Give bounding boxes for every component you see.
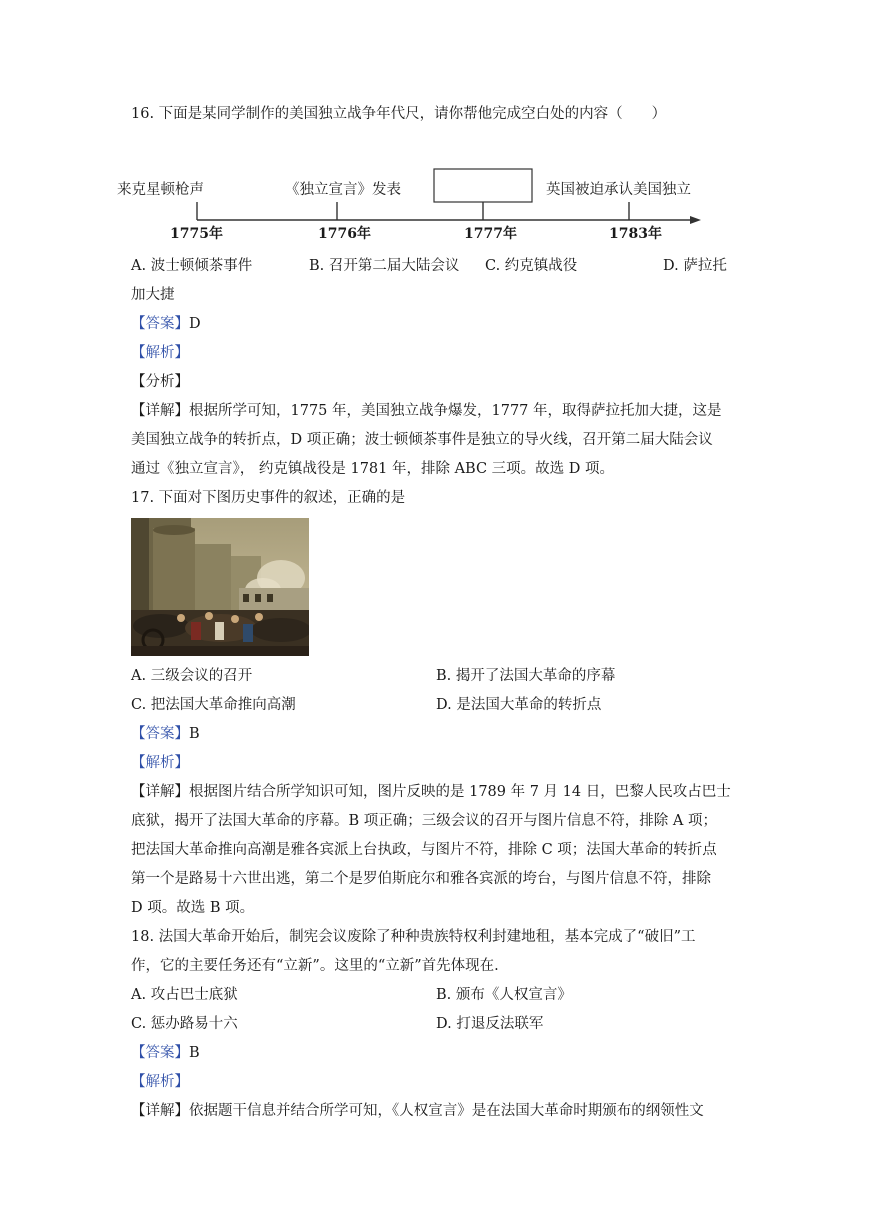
q18-options-row-2 [131, 1010, 741, 1039]
option-d: D. 是法国大革命的转折点 [436, 697, 602, 713]
answer-value: D [189, 316, 201, 332]
storming-of-bastille-painting [131, 518, 309, 656]
option-c: C. 把法国大革命推向高潮 [131, 697, 296, 713]
answer-value: B [189, 726, 200, 742]
analysis-tag: 【解析】 [131, 755, 189, 771]
q16-detail-line-3: 通过《独立宣言》， 约克镇战役是 1781 年，排除 ABC 三项。故选 D 项。 [131, 461, 615, 477]
timeline-year: 1783年 [609, 226, 662, 242]
timeline-arrow [690, 216, 701, 224]
answer-value: B [189, 1045, 200, 1061]
q16-detail-line-1 [131, 397, 741, 426]
option-a: A. 三级会议的召开 [131, 668, 253, 684]
q18-stem-line-1: 18. 法国大革命开始后，制宪会议废除了种种贵族特权利封建地租，基本完成了“破旧”工 [131, 929, 696, 945]
option-c: C. 约克镇战役 [485, 258, 578, 274]
timeline-event-1783: 英国被迫承认美国独立 [546, 182, 691, 198]
q17-detail-line-4: 第一个是路易十六世出逃，第二个是罗伯斯庇尔和雅各宾派的垮台，与图片信息不符，排除 [131, 871, 711, 887]
option-a: A. 波士顿倾茶事件 [131, 258, 253, 274]
detail-tag: 【详解】 [131, 784, 189, 800]
detail-tag: 【详解】 [131, 403, 189, 419]
blank-answer-box [434, 169, 532, 202]
q16-detail-line-2: 美国独立战争的转折点，D 项正确；波士顿倾茶事件是独立的导火线，召开第二届大陆会议 [131, 432, 713, 448]
timeline-event-1776: 《独立宣言》发表 [285, 182, 401, 198]
answer-tag: 【答案】 [131, 726, 189, 742]
q18-stem-line-2: 作，它的主要任务还有“立新”。这里的“立新”首先体现在. [131, 958, 499, 974]
timeline-year: 1776年 [318, 226, 371, 242]
q16-options [131, 252, 741, 281]
timeline-year: 1775年 [170, 226, 223, 242]
q18-options-row-1 [131, 981, 741, 1010]
detail-text: 根据所学可知，1775 年，美国独立战争爆发，1777 年，取得萨拉托加大捷，这是 [189, 403, 722, 419]
q17-detail-line-5: D 项。故选 B 项。 [131, 900, 255, 916]
detail-text: 根据图片结合所学知识可知，图片反映的是 1789 年 7 月 14 日，巴黎人民攻占巴士 [189, 784, 731, 800]
q18-answer [131, 1039, 741, 1068]
q16-timeline [117, 132, 741, 224]
document-page [117, 100, 741, 1126]
answer-tag: 【答案】 [131, 316, 189, 332]
q16-answer [131, 310, 741, 339]
option-b: B. 颁布《人权宣言》 [436, 987, 572, 1003]
option-d: D. 萨拉托 [663, 258, 727, 274]
q17-detail-line-2: 底狱，揭开了法国大革命的序幕。B 项正确；三级会议的召开与图片信息不符，排除 A 项； [131, 813, 717, 829]
q17-detail-line-3: 把法国大革命推向高潮是雅各宾派上台执政，与图片不符，排除 C 项；法国大革命的转折点 [131, 842, 717, 858]
option-c: C. 惩办路易十六 [131, 1016, 238, 1032]
detail-tag: 【详解】 [131, 1103, 189, 1119]
option-d: D. 打退反法联军 [436, 1016, 544, 1032]
q17-options-row-2 [131, 691, 741, 720]
timeline-year: 1777年 [464, 226, 517, 242]
fenxi-tag: 【分析】 [131, 374, 189, 390]
q18-detail-line-1 [131, 1097, 741, 1126]
q17-detail-line-1 [131, 778, 741, 807]
option-a: A. 攻占巴士底狱 [131, 987, 238, 1003]
q16-stem: 16. 下面是某同学制作的美国独立战争年代尺，请你帮他完成空白处的内容（ ） [131, 106, 667, 122]
q17-answer [131, 720, 741, 749]
analysis-tag: 【解析】 [131, 1074, 189, 1090]
q17-options-row-1 [131, 662, 741, 691]
q17-stem: 17. 下面对下图历史事件的叙述，正确的是 [131, 490, 406, 506]
option-b: B. 揭开了法国大革命的序幕 [436, 668, 616, 684]
timeline-event-1775: 来克星顿枪声 [117, 182, 204, 198]
option-b: B. 召开第二届大陆会议 [309, 258, 460, 274]
option-d-continued: 加大捷 [131, 287, 175, 303]
timeline-years [131, 226, 741, 252]
analysis-tag: 【解析】 [131, 345, 189, 361]
answer-tag: 【答案】 [131, 1045, 189, 1061]
detail-text: 依据题干信息并结合所学可知，《人权宣言》是在法国大革命时期颁布的纲领性文 [189, 1103, 704, 1119]
